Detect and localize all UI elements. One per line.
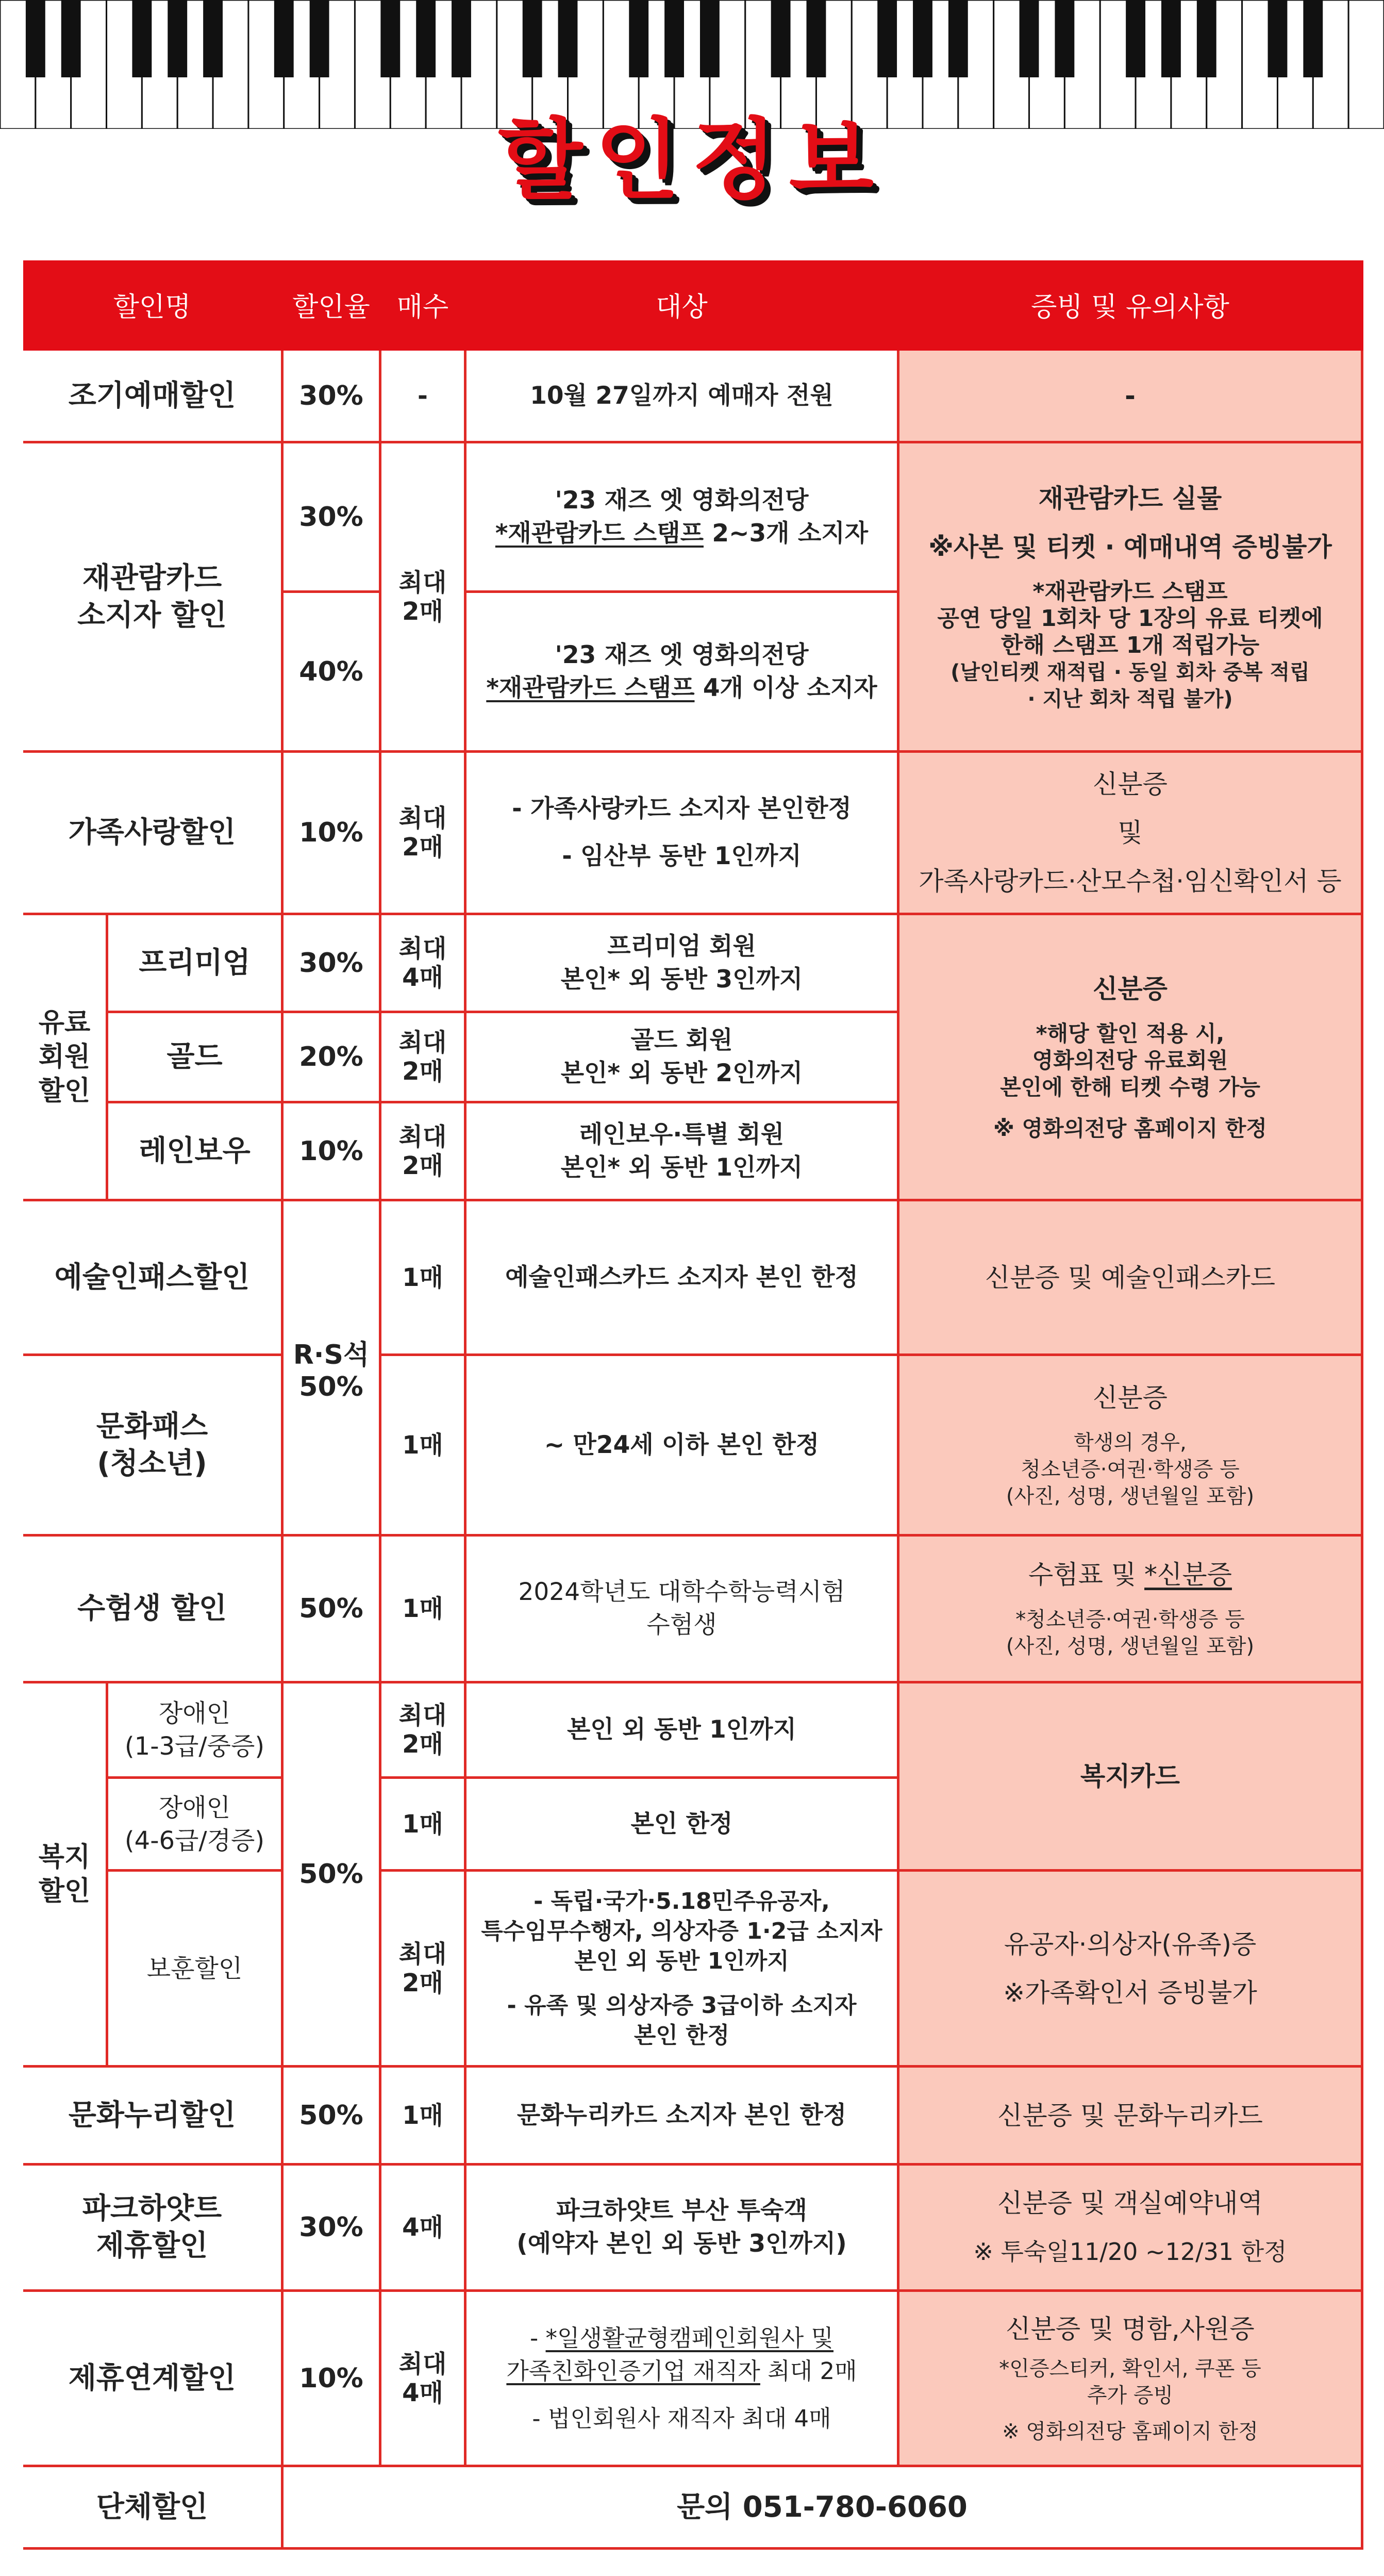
partner-target-line3: - 법인회원사 재직자 최대 4매 <box>532 2404 831 2432</box>
row-family-target <box>466 753 899 915</box>
piano-black-key <box>807 0 826 77</box>
member-proof-line2: *해당 할인 적용 시, <box>1036 1021 1225 1046</box>
welfare-disabled-severe-name <box>108 1683 284 1779</box>
gold-name-text: 골드 <box>166 1040 223 1074</box>
piano-black-key <box>452 0 471 77</box>
row-exam-qty <box>381 1537 466 1683</box>
revisit-target-b-count: 4개 이상 소지자 <box>694 673 877 702</box>
culturepass-qty-text: 1매 <box>402 1430 443 1460</box>
piano-black-key <box>61 0 81 77</box>
member-group-label <box>23 915 108 1201</box>
row-culturepass-qty <box>381 1356 466 1537</box>
row-partner-rate <box>284 2292 381 2467</box>
row-revisit-name <box>23 443 284 753</box>
row-group-name <box>23 2467 284 2550</box>
piano-black-key <box>948 0 968 77</box>
member-group-line3: 할인 <box>38 1076 91 1107</box>
partner-target-line2 <box>506 2355 857 2388</box>
welfare-proof-card <box>899 1683 1363 1872</box>
exam-proof-line2: *청소년증·여권·학생증 등 <box>1015 1608 1245 1631</box>
park-target-line1: 파크하얏트 부산 투숙객 <box>556 2197 807 2225</box>
revisit-target-b-stamp: *재관람카드 스탬프 <box>486 673 695 702</box>
artpass-qty-text: 1매 <box>402 1263 443 1292</box>
rs-rate-line2: 50% <box>299 1372 363 1402</box>
rainbow-qty-line1: 최대 <box>398 1122 447 1151</box>
row-early-proof <box>899 351 1363 443</box>
welfare-disabled-severe-qty <box>381 1683 466 1779</box>
early-rate-text: 30% <box>299 380 363 411</box>
member-rainbow-qty <box>381 1103 466 1201</box>
header-qty-label: 매수 <box>396 291 449 323</box>
family-target-line2: - 임산부 동반 1인까지 <box>562 842 802 870</box>
revisit-proof-line4: 공연 당일 1회차 당 1장의 유료 티켓에 <box>937 605 1323 632</box>
piano-black-key <box>700 0 720 77</box>
welfare-rate <box>284 1683 381 2068</box>
exam-qty-text: 1매 <box>402 1594 443 1623</box>
revisit-proof-line5: 한해 스탬프 1개 적립가능 <box>1001 632 1260 658</box>
row-exam-target <box>466 1537 899 1683</box>
partner-proof-line2: *인증스티커, 확인서, 쿠폰 등 <box>999 2356 1261 2381</box>
gold-target-line2: 본인* 외 동반 2인까지 <box>560 1059 803 1087</box>
disabled-mild-line1: 장애인 <box>158 1793 231 1822</box>
revisit-target-a-stamp: *재관람카드 스탬프 <box>495 519 704 548</box>
early-name-text: 조기예매할인 <box>68 378 236 412</box>
header-rate <box>284 260 381 351</box>
member-proof-line4: 본인에 한해 티켓 수령 가능 <box>1000 1075 1260 1100</box>
member-gold-rate <box>284 1013 381 1103</box>
premium-qty-line1: 최대 <box>398 934 447 963</box>
row-nuri-qty <box>381 2068 466 2166</box>
culturepass-proof-line4: (사진, 성명, 생년월일 포함) <box>1006 1484 1255 1508</box>
revisit-proof-line1: 재관람카드 실물 <box>1038 483 1222 514</box>
row-partner-name <box>23 2292 284 2467</box>
piano-black-key <box>523 0 542 77</box>
header-name <box>23 260 284 351</box>
page-title-text: 할인정보 <box>498 109 886 211</box>
premium-name-text: 프리미엄 <box>139 946 251 980</box>
veteran-qty-line2: 2매 <box>402 1968 443 1997</box>
piano-black-key <box>1161 0 1181 77</box>
revisit-qty-line2: 2매 <box>402 597 443 626</box>
park-qty-text: 4매 <box>402 2213 443 2242</box>
piano-black-key <box>310 0 329 77</box>
piano-black-key <box>274 0 294 77</box>
revisit-proof-line7: · 지난 회차 적립 불가) <box>1027 687 1233 711</box>
welfare-rate-text: 50% <box>299 1859 363 1890</box>
piano-black-key <box>132 0 152 77</box>
row-early-target <box>466 351 899 443</box>
disabled-severe-line1: 장애인 <box>158 1699 231 1728</box>
park-proof-line1: 신분증 및 객실예약내역 <box>997 2188 1263 2218</box>
row-partner-qty <box>381 2292 466 2467</box>
family-name-text: 가족사랑할인 <box>68 816 236 849</box>
piano-black-key <box>203 0 223 77</box>
header-target <box>466 260 899 351</box>
member-proof-line3: 영화의전당 유료회원 <box>1032 1048 1228 1073</box>
partner-proof-line3: 추가 증빙 <box>1087 2383 1174 2407</box>
park-name-line2: 제휴할인 <box>96 2229 208 2263</box>
veteran-target-line5: 본인 한정 <box>633 2022 730 2049</box>
row-exam-proof <box>899 1537 1363 1683</box>
revisit-proof-line3: *재관람카드 스탬프 <box>1032 578 1228 605</box>
member-proof <box>899 915 1363 1201</box>
park-rate-text: 30% <box>299 2212 363 2243</box>
member-gold-target <box>466 1013 899 1103</box>
partner-qty-line1: 최대 <box>398 2349 447 2379</box>
disabled-severe-target-text: 본인 외 동반 1인까지 <box>566 1715 796 1744</box>
member-gold-qty <box>381 1013 466 1103</box>
row-rs-rate <box>284 1201 381 1537</box>
row-park-target <box>466 2166 899 2292</box>
nuri-qty-text: 1매 <box>402 2101 443 2130</box>
header-name-label: 할인명 <box>113 291 191 323</box>
member-rainbow-rate <box>284 1103 381 1201</box>
partner-target-dash: - <box>530 2324 546 2352</box>
nuri-rate-text: 50% <box>299 2100 363 2131</box>
row-revisit-target-a <box>466 443 899 593</box>
artpass-proof-text: 신분증 및 예술인패스카드 <box>985 1262 1276 1293</box>
member-proof-line1: 신분증 <box>1093 974 1168 1004</box>
row-artpass-proof <box>899 1201 1363 1356</box>
nuri-name-text: 문화누리할인 <box>68 2098 236 2132</box>
artpass-name-text: 예술인패스할인 <box>54 1260 250 1294</box>
exam-proof-id: *신분증 <box>1144 1560 1232 1590</box>
member-premium-target <box>466 915 899 1013</box>
welfare-group-line2: 할인 <box>38 1876 91 1907</box>
disabled-severe-qty-line1: 최대 <box>398 1701 447 1730</box>
park-target-line2: (예약자 본인 외 동반 3인까지) <box>516 2230 847 2258</box>
gold-target-line1: 골드 회원 <box>630 1026 733 1054</box>
page-title <box>0 88 1384 217</box>
revisit-rate-b-text: 40% <box>299 656 363 687</box>
disabled-mild-qty-text: 1매 <box>402 1809 443 1839</box>
row-nuri-target <box>466 2068 899 2166</box>
row-partner-proof <box>899 2292 1363 2467</box>
piano-black-key <box>771 0 791 77</box>
member-premium-name <box>108 915 284 1013</box>
welfare-disabled-severe-target <box>466 1683 899 1779</box>
row-park-proof <box>899 2166 1363 2292</box>
gold-qty-line2: 2매 <box>402 1057 443 1086</box>
welfare-veteran-name <box>108 1872 284 2068</box>
partner-target-campaign: *일생활균형캠페인회원사 및 <box>545 2324 833 2352</box>
piano-black-keys <box>26 0 1323 77</box>
veteran-qty-line1: 최대 <box>398 1939 447 1969</box>
rainbow-rate-text: 10% <box>299 1135 363 1167</box>
nuri-target-text: 문화누리카드 소지자 본인 한정 <box>516 2101 847 2129</box>
partner-proof-line1: 신분증 및 명함,사원증 <box>1006 2314 1255 2344</box>
rs-rate-line1: R·S석 <box>293 1340 370 1370</box>
revisit-rate-a-text: 30% <box>299 501 363 533</box>
culturepass-proof-line2: 학생의 경우, <box>1074 1430 1187 1455</box>
piano-black-key <box>1055 0 1074 77</box>
early-proof-text: - <box>1125 381 1136 411</box>
partner-name-text: 제휴연계할인 <box>68 2361 236 2395</box>
nuri-proof-text: 신분증 및 문화누리카드 <box>997 2100 1263 2131</box>
exam-proof-line1 <box>1028 1558 1232 1592</box>
veteran-target-line2: 특수임무수행자, 의상자증 1·2급 소지자 <box>481 1918 882 1944</box>
member-rainbow-name <box>108 1103 284 1201</box>
row-culturepass-name <box>23 1356 284 1537</box>
family-proof-line2: 및 <box>1118 818 1143 848</box>
welfare-proof-card-text: 복지카드 <box>1080 1761 1180 1791</box>
partner-rate-text: 10% <box>299 2363 363 2394</box>
member-premium-rate <box>284 915 381 1013</box>
family-target-line1: - 가족사랑카드 소지자 본인한정 <box>512 795 852 823</box>
gold-rate-text: 20% <box>299 1042 363 1072</box>
partner-target-family: 가족친화인증기업 재직자 <box>506 2357 760 2385</box>
row-exam-name <box>23 1537 284 1683</box>
family-qty-line2: 2매 <box>402 833 443 862</box>
culturepass-name-line2: (청소년) <box>97 1446 207 1480</box>
culturepass-proof-line1: 신분증 <box>1093 1382 1168 1413</box>
family-proof-line3: 가족사랑카드·산모수첩·임신확인서 등 <box>919 866 1342 896</box>
row-revisit-target-b <box>466 593 899 753</box>
piano-black-key <box>26 0 45 77</box>
row-nuri-proof <box>899 2068 1363 2166</box>
row-family-proof <box>899 753 1363 915</box>
gold-qty-line1: 최대 <box>398 1028 447 1057</box>
partner-target-max2: 최대 2매 <box>760 2357 857 2385</box>
premium-rate-text: 30% <box>299 947 363 979</box>
revisit-name-line2: 소지자 할인 <box>77 598 227 632</box>
family-qty-line1: 최대 <box>398 804 447 833</box>
row-exam-rate <box>284 1537 381 1683</box>
row-family-rate <box>284 753 381 915</box>
veteran-proof-line1: 유공자·의상자(유족)증 <box>1004 1929 1257 1959</box>
revisit-target-b-line1: '23 재즈 엣 영화의전당 <box>555 640 809 669</box>
header-qty <box>381 260 466 351</box>
park-proof-line2: ※ 투숙일11/20 ~12/31 한정 <box>973 2238 1287 2266</box>
row-group-contact <box>284 2467 1363 2550</box>
premium-target-line2: 본인* 외 동반 3인까지 <box>560 965 803 994</box>
culturepass-target-text: ~ 만24세 이하 본인 한정 <box>544 1430 820 1459</box>
row-partner-target <box>466 2292 899 2467</box>
row-nuri-rate <box>284 2068 381 2166</box>
row-park-qty <box>381 2166 466 2292</box>
revisit-proof-line2: ※사본 및 티켓 · 예매내역 증빙불가 <box>928 532 1332 562</box>
row-artpass-name <box>23 1201 284 1356</box>
exam-target-line1: 2024학년도 대학수학능력시험 <box>518 1578 845 1606</box>
family-rate-text: 10% <box>299 817 363 848</box>
partner-proof-line4: ※ 영화의전당 홈페이지 한정 <box>1002 2419 1258 2443</box>
piano-black-key <box>913 0 932 77</box>
row-early-rate <box>284 351 381 443</box>
rainbow-target-line1: 레인보우·특별 회원 <box>579 1120 785 1149</box>
piano-black-key <box>664 0 684 77</box>
header-proof-label: 증빙 및 유의사항 <box>1031 291 1229 323</box>
rainbow-qty-line2: 2매 <box>402 1151 443 1180</box>
member-premium-qty <box>381 915 466 1013</box>
member-proof-line5: ※ 영화의전당 홈페이지 한정 <box>993 1116 1267 1141</box>
row-culturepass-target <box>466 1356 899 1537</box>
exam-proof-line3: (사진, 성명, 생년월일 포함) <box>1006 1634 1255 1658</box>
exam-name-text: 수험생 할인 <box>77 1592 227 1625</box>
piano-black-key <box>1020 0 1039 77</box>
row-revisit-rate-b <box>284 593 381 753</box>
welfare-disabled-mild-name <box>108 1779 284 1872</box>
piano-black-key <box>629 0 648 77</box>
early-qty-text: - <box>418 381 428 410</box>
row-family-qty <box>381 753 466 915</box>
partner-qty-line2: 4매 <box>402 2378 443 2407</box>
exam-rate-text: 50% <box>299 1593 363 1624</box>
revisit-target-b-line2 <box>486 672 877 705</box>
piano-black-key <box>1303 0 1323 77</box>
disabled-mild-target-text: 본인 한정 <box>630 1809 733 1838</box>
piano-black-key <box>416 0 436 77</box>
revisit-name-line1: 재관람카드 <box>82 561 222 595</box>
row-culturepass-proof <box>899 1356 1363 1537</box>
exam-proof-ticket: 수험표 및 <box>1028 1560 1145 1590</box>
piano-black-key <box>1126 0 1145 77</box>
welfare-group-line1: 복지 <box>38 1842 91 1873</box>
disabled-severe-line2: (1-3급/중증) <box>124 1732 265 1761</box>
row-artpass-qty <box>381 1201 466 1356</box>
row-artpass-target <box>466 1201 899 1356</box>
header-proof <box>899 260 1363 351</box>
welfare-proof-veteran <box>899 1872 1363 2068</box>
veteran-target-line4: - 유족 및 의상자증 3급이하 소지자 <box>507 1992 857 2019</box>
row-early-qty <box>381 351 466 443</box>
park-name-line1: 파크하얏트 <box>82 2192 222 2225</box>
veteran-target-line3: 본인 외 동반 1인까지 <box>574 1947 789 1974</box>
veteran-proof-line2: ※가족확인서 증빙불가 <box>1003 1977 1257 2008</box>
welfare-veteran-target <box>466 1872 899 2068</box>
welfare-veteran-qty <box>381 1872 466 2068</box>
member-group-line2: 회원 <box>38 1042 91 1072</box>
member-rainbow-target <box>466 1103 899 1201</box>
family-proof-line1: 신분증 <box>1093 769 1168 799</box>
member-group-line1: 유료 <box>38 1008 91 1038</box>
row-family-name <box>23 753 284 915</box>
welfare-disabled-mild-target <box>466 1779 899 1872</box>
welfare-disabled-mild-qty <box>381 1779 466 1872</box>
early-target-text: 10월 27일까지 예매자 전원 <box>530 381 833 410</box>
piano-black-key <box>558 0 578 77</box>
disabled-mild-line2: (4-6급/경증) <box>124 1826 265 1855</box>
artpass-target-text: 예술인패스카드 소지자 본인 한정 <box>505 1263 858 1292</box>
row-nuri-name <box>23 2068 284 2166</box>
group-contact-text: 문의 051-780-6060 <box>677 2490 968 2524</box>
group-name-text: 단체할인 <box>96 2490 208 2524</box>
premium-target-line1: 프리미엄 회원 <box>607 932 756 961</box>
culturepass-proof-line3: 청소년증·여권·학생증 등 <box>1021 1457 1240 1481</box>
row-early-name <box>23 351 284 443</box>
revisit-qty-line1: 최대 <box>398 568 447 597</box>
piano-black-key <box>168 0 187 77</box>
premium-qty-line2: 4매 <box>402 963 443 992</box>
piano-black-key <box>1197 0 1216 77</box>
row-revisit-proof <box>899 443 1363 753</box>
piano-black-key <box>380 0 400 77</box>
piano-black-key <box>1268 0 1288 77</box>
row-revisit-rate-a <box>284 443 381 593</box>
rainbow-target-line2: 본인* 외 동반 1인까지 <box>560 1153 803 1182</box>
revisit-target-a-line1: '23 재즈 엣 영화의전당 <box>555 486 809 515</box>
exam-target-line2: 수험생 <box>646 1611 717 1639</box>
partner-target-line1 <box>530 2322 833 2355</box>
disabled-severe-qty-line2: 2매 <box>402 1730 443 1759</box>
culturepass-name-line1: 문화패스 <box>96 1409 208 1443</box>
row-park-name <box>23 2166 284 2292</box>
revisit-target-a-count: 2~3개 소지자 <box>704 519 869 548</box>
row-revisit-qty <box>381 443 466 753</box>
rainbow-name-text: 레인보우 <box>139 1134 251 1168</box>
header-target-label: 대상 <box>656 291 708 323</box>
piano-black-key <box>877 0 897 77</box>
header-rate-label: 할인율 <box>292 291 370 323</box>
veteran-name-text: 보훈할인 <box>146 1954 243 1983</box>
row-park-rate <box>284 2166 381 2292</box>
discount-table <box>23 260 1363 2550</box>
member-gold-name <box>108 1013 284 1103</box>
revisit-target-a-line2 <box>495 517 868 550</box>
welfare-group-label <box>23 1683 108 2068</box>
revisit-proof-line6: (날인티켓 재적립 · 동일 회차 중복 적립 <box>951 660 1310 684</box>
veteran-target-line1: - 독립·국가·5.18민주유공자, <box>533 1888 830 1914</box>
